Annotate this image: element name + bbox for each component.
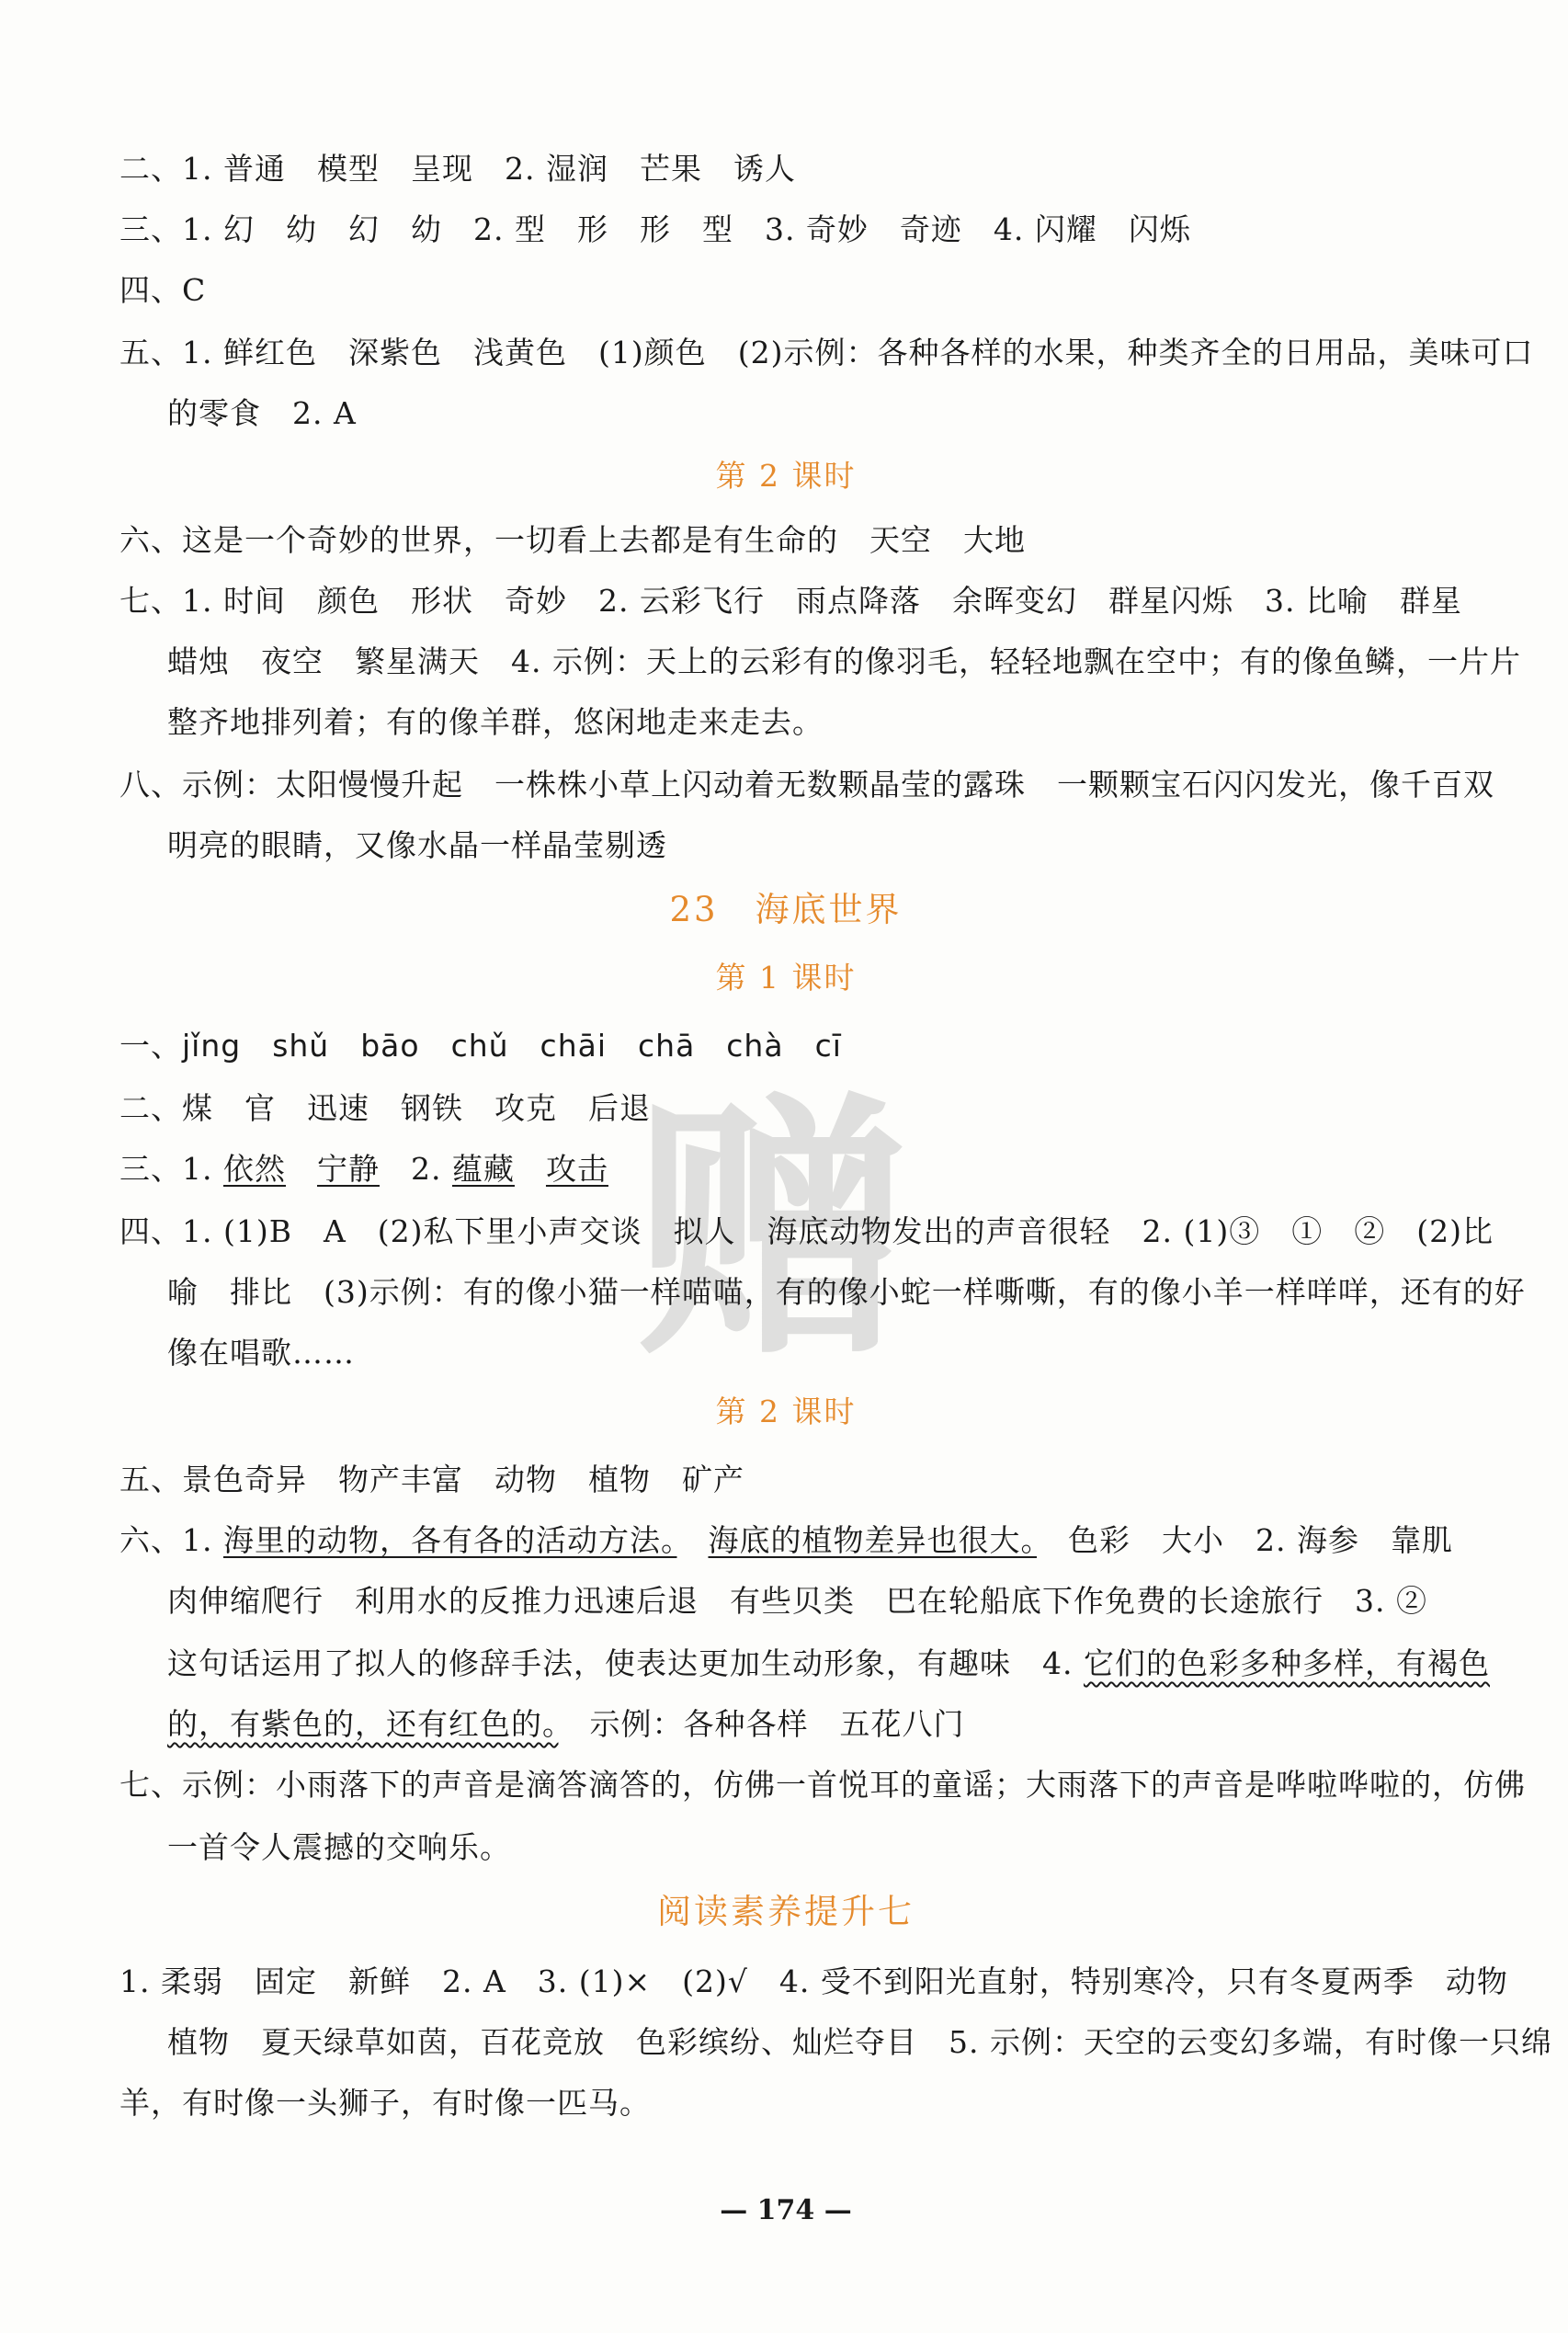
answer-line: 三、1. 幻 幼 幻 幼 2. 型 形 形 型 3. 奇妙 奇迹 4. 闪耀 闪烁 bbox=[119, 211, 1191, 247]
answer-line: 整齐地排列着；有的像羊群，悠闲地走来走去。 bbox=[167, 704, 824, 740]
underlined-sentence: 海底的植物差异也很大。 bbox=[708, 1522, 1037, 1558]
answer-text: 色彩 大小 2. 海参 靠肌 bbox=[1036, 1522, 1453, 1558]
answer-line bbox=[119, 1028, 842, 1064]
answer-line: 1. 柔弱 固定 新鲜 2. A 3. (1)× (2)√ 4. 受不到阳光直射，特别寒冷，只有冬夏两季 动物 bbox=[119, 1963, 1508, 1999]
answer-line: 八、示例：太阳慢慢升起 一株株小草上闪动着无数颗晶莹的露珠 一颗颗宝石闪闪发光，像千百双 bbox=[119, 767, 1494, 802]
answer-number: 三、1. bbox=[119, 1151, 223, 1187]
pinyin-answers: jǐng shǔ bāo chǔ chāi chā chà cī bbox=[182, 1028, 842, 1064]
page-number: — 174 — bbox=[720, 2194, 852, 2226]
answer-line bbox=[119, 1151, 608, 1188]
underlined-word: 蕴藏 bbox=[451, 1151, 515, 1187]
lesson-heading: 第 2 课时 bbox=[715, 458, 857, 494]
answer-line: 植物 夏天绿草如茵，百花竞放 色彩缤纷、灿烂夺目 5. 示例：天空的云变幻多端，有时像一只绵 bbox=[167, 2024, 1552, 2060]
answer-line bbox=[119, 1522, 1453, 1559]
answer-line: 六、这是一个奇妙的世界，一切看上去都是有生命的 天空 大地 bbox=[119, 522, 1026, 558]
wavy-underlined-sentence: 的，有紫色的，还有红色的。 bbox=[167, 1706, 559, 1742]
answer-line: 像在唱歌…… bbox=[167, 1335, 355, 1371]
answer-line: 一首令人震撼的交响乐。 bbox=[167, 1829, 511, 1865]
answer-number: 一、 bbox=[119, 1028, 182, 1064]
lesson-heading: 第 2 课时 bbox=[715, 1394, 857, 1429]
answer-number: 六、1. bbox=[119, 1522, 223, 1558]
watermark: 赠 bbox=[634, 1071, 910, 1392]
answer-line: 五、景色奇异 物产丰富 动物 植物 矿产 bbox=[119, 1462, 744, 1497]
lesson-heading: 第 1 课时 bbox=[715, 960, 857, 996]
answer-text: 示例：各种各样 五花八门 bbox=[558, 1706, 965, 1742]
answer-line: 喻 排比 (3)示例：有的像小猫一样喵喵，有的像小蛇一样嘶嘶，有的像小羊一样咩咩，还有的好 bbox=[167, 1274, 1526, 1310]
wavy-underlined-sentence: 它们的色彩多种多样，有褐色 bbox=[1083, 1645, 1490, 1681]
answer-line: 肉伸缩爬行 利用水的反推力迅速后退 有些贝类 巴在轮船底下作免费的长途旅行 3. ② bbox=[167, 1583, 1427, 1619]
section-title: 23 海底世界 bbox=[669, 890, 903, 929]
answer-line: 七、示例：小雨落下的声音是滴答滴答的，仿佛一首悦耳的童谣；大雨落下的声音是哗啦哗啦的，仿佛 bbox=[119, 1767, 1526, 1803]
answer-line: 蜡烛 夜空 繁星满天 4. 示例：天上的云彩有的像羽毛，轻轻地飘在空中；有的像鱼鳞，一片片 bbox=[167, 643, 1521, 679]
answer-line: 二、1. 普通 模型 呈现 2. 湿润 芒果 诱人 bbox=[119, 151, 796, 187]
answer-line: 五、1. 鲜红色 深紫色 浅黄色 (1)颜色 (2)示例：各种各样的水果，种类齐全的日用品，美味可口 bbox=[119, 335, 1534, 370]
answer-line: 的零食 2. A bbox=[167, 395, 357, 431]
answer-line bbox=[167, 1645, 1490, 1682]
underlined-word: 依然 bbox=[222, 1151, 286, 1187]
answer-number: 2. bbox=[410, 1151, 452, 1187]
section-title: 阅读素养提升七 bbox=[657, 1892, 915, 1931]
answer-line bbox=[167, 1706, 965, 1743]
underlined-word: 宁静 bbox=[316, 1151, 380, 1187]
answer-line: 羊，有时像一头狮子，有时像一匹马。 bbox=[119, 2085, 651, 2121]
answer-line: 四、1. (1)B A (2)私下里小声交谈 拟人 海底动物发出的声音很轻 2. (1)③ ① ② (2)比 bbox=[119, 1213, 1494, 1249]
answer-page bbox=[119, 0, 1552, 2333]
answer-line: 七、1. 时间 颜色 形状 奇妙 2. 云彩飞行 雨点降落 余晖变幻 群星闪烁 3. 比喻 群星 bbox=[119, 583, 1462, 619]
answer-text: 这句话运用了拟人的修辞手法，使表达更加生动形象，有趣味 4. bbox=[167, 1645, 1084, 1681]
answer-line: 四、C bbox=[119, 272, 207, 308]
answer-line: 明亮的眼睛，又像水晶一样晶莹剔透 bbox=[167, 827, 667, 863]
underlined-word: 攻击 bbox=[545, 1151, 608, 1187]
underlined-sentence: 海里的动物，各有各的活动方法。 bbox=[222, 1522, 677, 1558]
answer-line: 二、煤 官 迅速 钢铁 攻克 后退 bbox=[119, 1090, 651, 1126]
